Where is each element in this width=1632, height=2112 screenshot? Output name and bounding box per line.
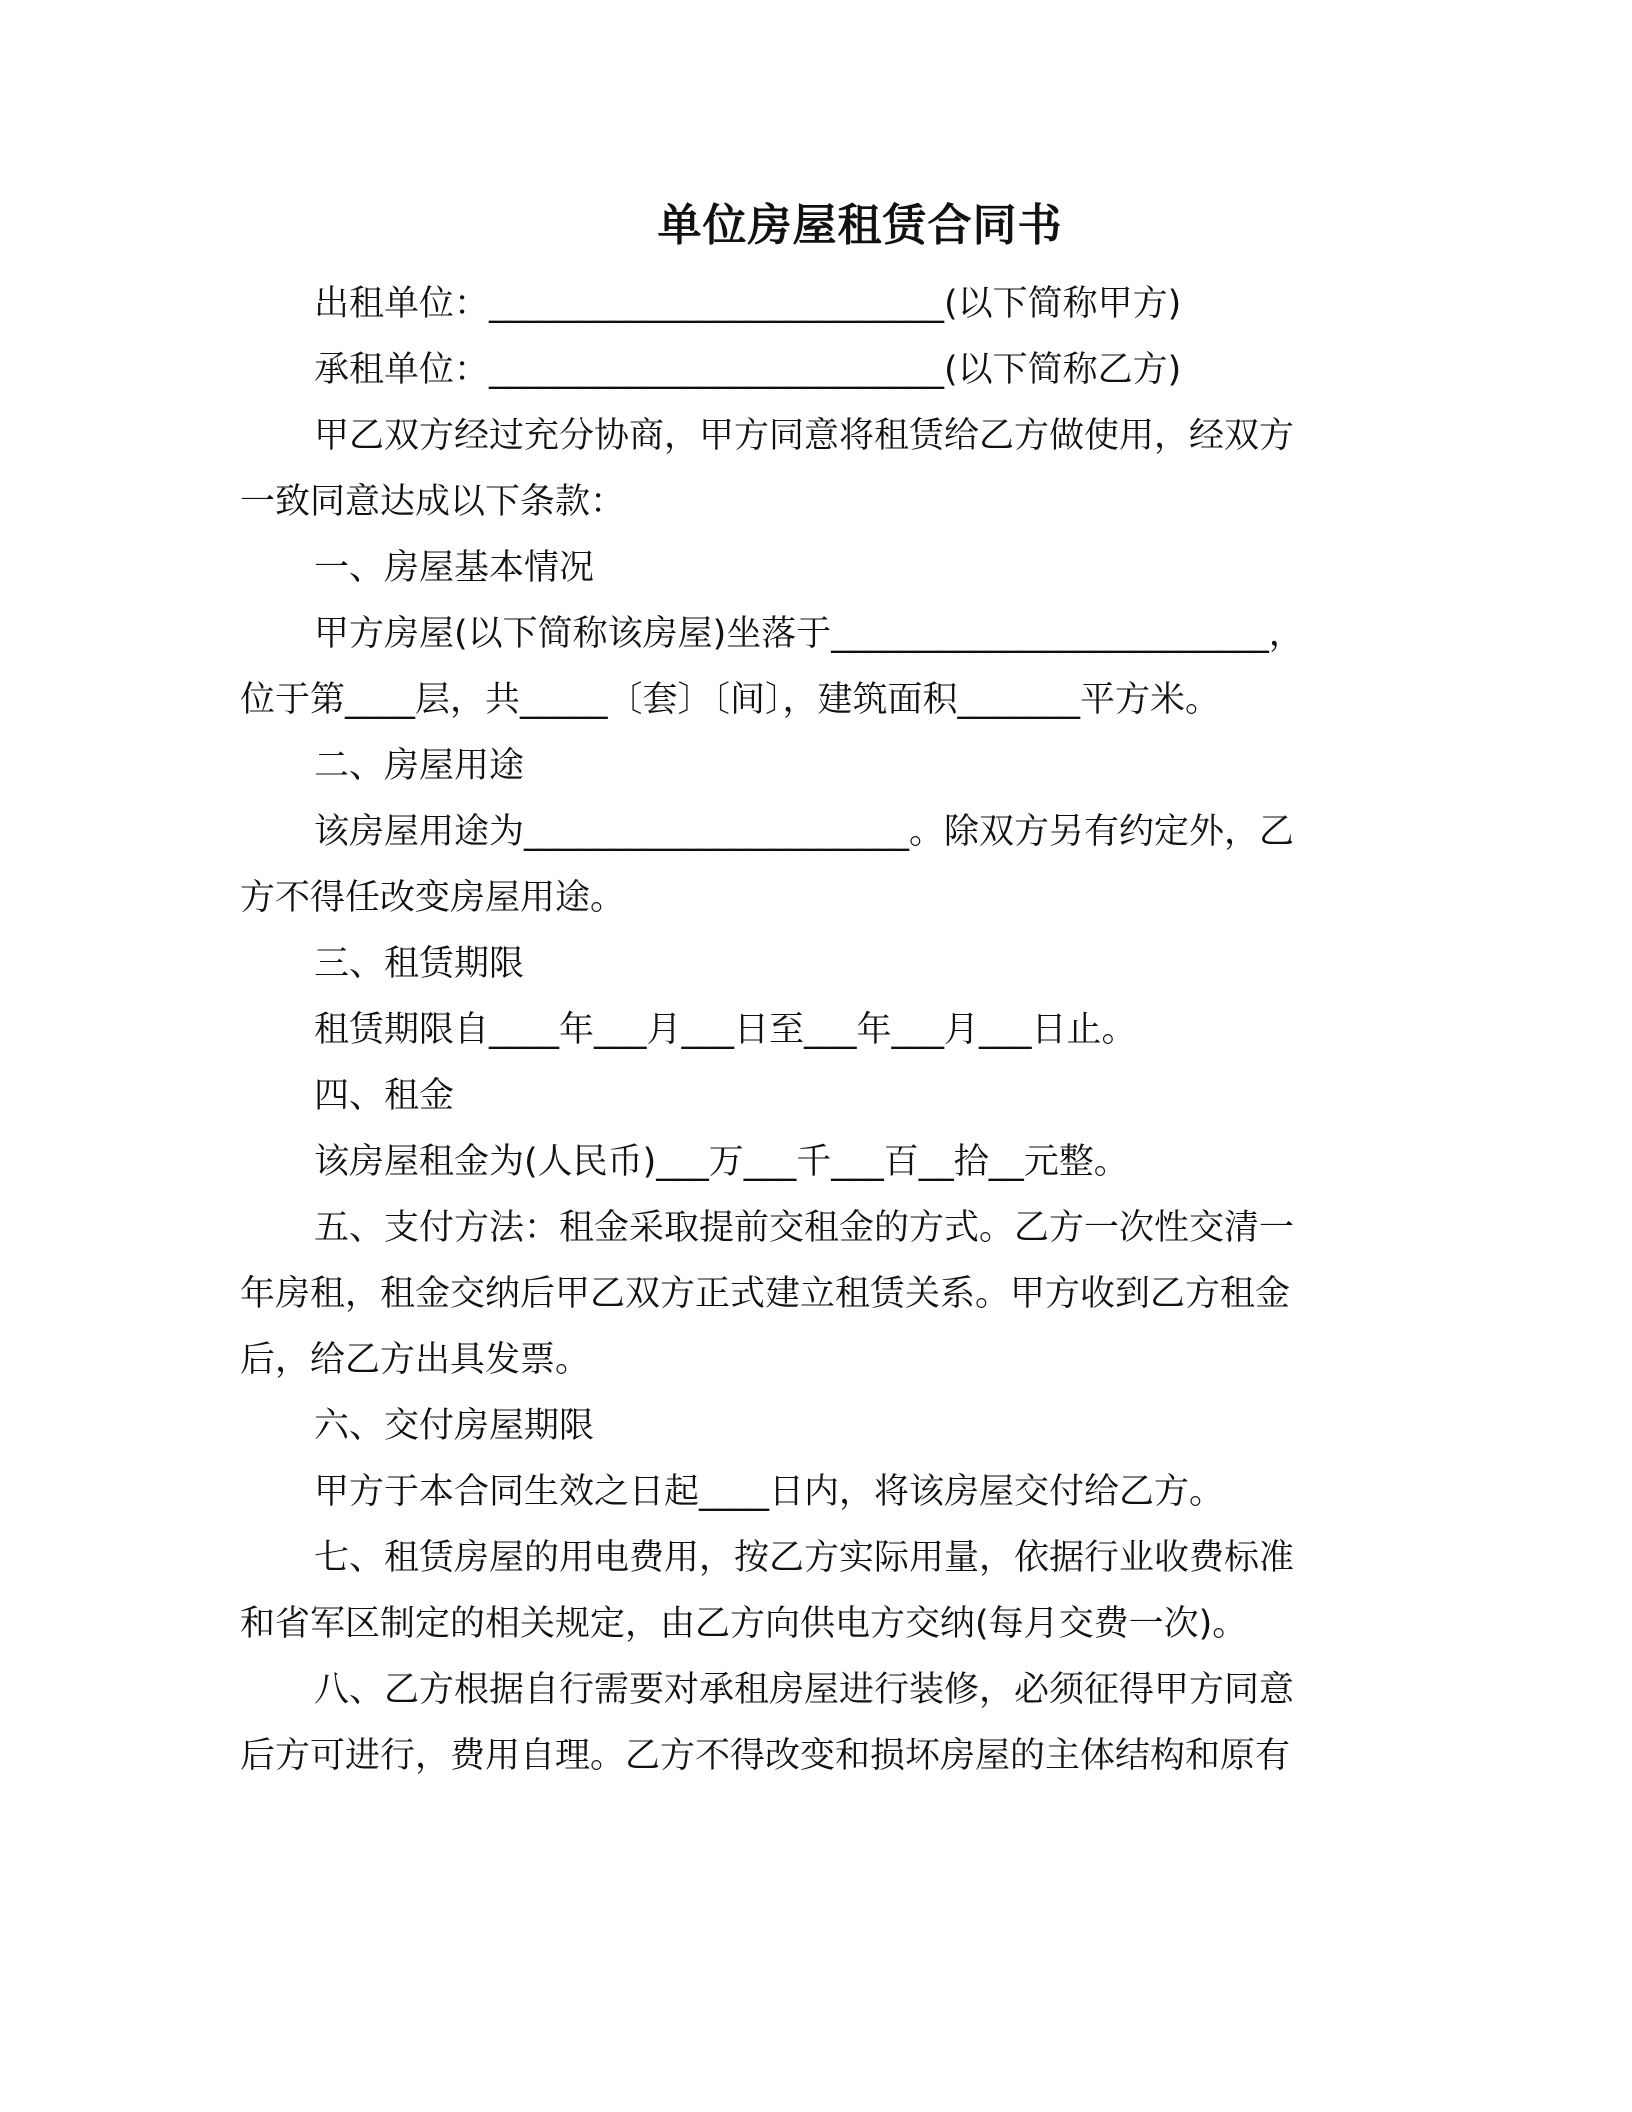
preamble-line-2: 一致同意达成以下条款： (240, 482, 626, 522)
section-4-line-1: 该房屋租金为(人民币)___万___千___百__拾__元整。 (314, 1142, 1129, 1182)
section-5-line-1: 五、支付方法：租金采取提前交租金的方式。乙方一次性交清一 (314, 1208, 1295, 1248)
section-7-line-2: 和省军区制定的相关规定，由乙方向供电方交纳(每月交费一次)。 (240, 1604, 1248, 1644)
section-4-heading: 四、租金 (314, 1076, 455, 1116)
section-6-heading: 六、交付房屋期限 (314, 1406, 595, 1446)
section-3-line-1: 租赁期限自____年___月___日至___年___月___日止。 (314, 1010, 1137, 1050)
section-8-line-1: 八、乙方根据自行需要对承租房屋进行装修，必须征得甲方同意 (314, 1670, 1295, 1710)
document-title: 单位房屋租赁合同书 (657, 200, 1063, 251)
section-1-heading: 一、房屋基本情况 (314, 548, 595, 588)
section-5-line-3: 后，给乙方出具发票。 (240, 1340, 591, 1380)
section-2-line-1: 该房屋用途为______________________。除双方另有约定外，乙 (314, 812, 1295, 852)
section-2-heading: 二、房屋用途 (314, 746, 525, 786)
section-6-line-1: 甲方于本合同生效之日起____日内，将该房屋交付给乙方。 (314, 1472, 1225, 1512)
section-2-line-2: 方不得任改变房屋用途。 (240, 878, 626, 918)
section-7-line-1: 七、租赁房屋的用电费用，按乙方实际用量，依据行业收费标准 (314, 1538, 1295, 1578)
section-1-line-1: 甲方房屋(以下简称该房屋)坐落于_________________________， (314, 614, 1304, 654)
preamble-line-1: 甲乙双方经过充分协商，甲方同意将租赁给乙方做使用，经双方 (314, 416, 1295, 456)
section-8-line-2: 后方可进行，费用自理。乙方不得改变和损坏房屋的主体结构和原有 (240, 1736, 1291, 1776)
section-3-heading: 三、租赁期限 (314, 944, 525, 984)
lessee-line: 承租单位：__________________________(以下简称乙方) (314, 350, 1182, 390)
section-5-line-2: 年房租，租金交纳后甲乙双方正式建立租赁关系。甲方收到乙方租金 (240, 1274, 1291, 1314)
lessor-line: 出租单位：__________________________(以下简称甲方) (314, 284, 1182, 324)
section-1-line-2: 位于第____层，共_____〔套〕〔间〕，建筑面积_______平方米。 (240, 680, 1221, 720)
